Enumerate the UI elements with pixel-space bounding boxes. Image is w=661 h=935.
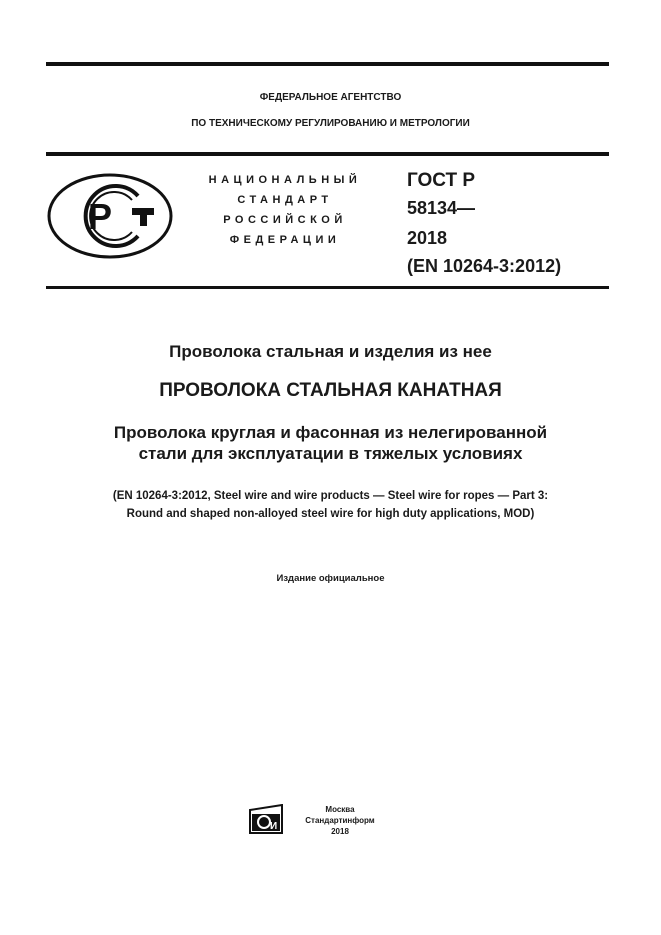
header-rule [46, 152, 609, 156]
en-title-1: (EN 10264-3:2012, Steel wire and wire products — Steel wire for ropes — Part 3: [112, 490, 549, 502]
standard-type-4: ФЕДЕРАЦИИ [229, 234, 341, 246]
designation-4: (EN 10264-3:2012) [407, 256, 562, 276]
designation-2: 58134— [407, 198, 476, 218]
title-group: Проволока стальная и изделия из нее [169, 342, 492, 361]
publisher-year: 2018 [331, 827, 349, 836]
publisher-info [290, 804, 390, 837]
en-title-2: Round and shaped non-alloyed steel wire for high duty applications, MOD) [126, 508, 535, 520]
svg-text:Р: Р [88, 196, 113, 237]
publisher-logo [248, 804, 284, 834]
title-sub-2: стали для эксплуатации в тяжелых условиях [138, 444, 523, 463]
edition: Издание официальное [276, 573, 385, 584]
top-rule [46, 62, 609, 66]
rst-logo [46, 172, 174, 260]
publisher-city: Москва [325, 805, 355, 814]
standard-type-2: СТАНДАРТ [237, 194, 333, 206]
standard-type-3: РОССИЙСКОЙ [223, 214, 347, 226]
svg-text:И: И [270, 821, 278, 832]
standard-type-1: НАЦИОНАЛЬНЫЙ [208, 174, 362, 186]
designation-3: 2018 [407, 228, 448, 248]
header-bottom-rule [46, 286, 609, 289]
designation-1: ГОСТ Р [407, 170, 476, 191]
title-sub-1: Проволока круглая и фасонная из нелегированной [113, 423, 548, 442]
publisher-name: Стандартинформ [305, 816, 375, 825]
title-main: ПРОВОЛОКА СТАЛЬНАЯ КАНАТНАЯ [159, 380, 502, 401]
agency-line2: ПО ТЕХНИЧЕСКОМУ РЕГУЛИРОВАНИЮ И МЕТРОЛОГИИ [191, 118, 470, 129]
agency-line1: ФЕДЕРАЛЬНОЕ АГЕНТСТВО [259, 92, 402, 103]
